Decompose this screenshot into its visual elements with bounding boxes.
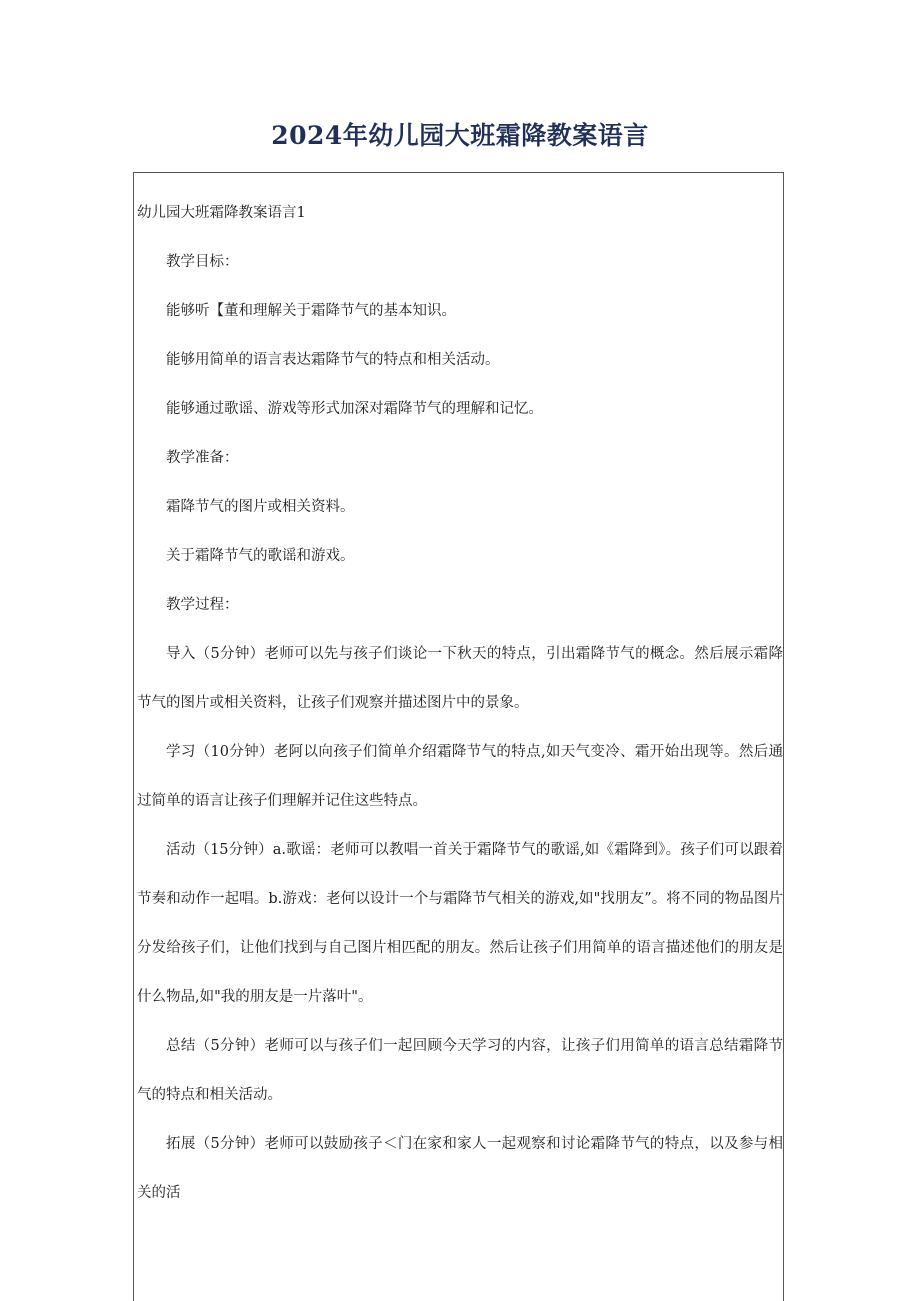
paragraph-objectives-label: 教学目标：: [166, 254, 239, 270]
paragraph-intro: 导入（5分钟）老师可以先与孩子们谈论一下秋天的特点，引出霜降节气的概念。然后展示霜降节气的图片或相关资料，让孩子们观察并描述图片中的景象。: [137, 646, 783, 711]
section-heading: 幼儿园大班霜降教案语言1: [137, 205, 306, 221]
document-title: 2024年幼儿园大班霜降教案语言: [271, 121, 649, 150]
paragraph-process-label: 教学过程：: [166, 597, 239, 613]
paragraph-objective-1: 能够听【董和理解关于霜降节气的基本知识。: [166, 303, 456, 319]
paragraph-objective-2: 能够用简单的语言表达霜降节气的特点和相关活动。: [166, 352, 500, 368]
paragraph-extension: 拓展（5分钟）老师可以鼓励孩子＜门在家和家人一起观察和讨论霜降节气的特点，以及参与相关的活: [137, 1136, 783, 1201]
paragraph-preparation-1: 霜降节气的图片或相关资料。: [166, 499, 355, 515]
content-frame: [133, 172, 784, 1301]
paragraph-preparation-2: 关于霜降节气的歌谣和游戏。: [166, 548, 355, 564]
paragraph-learning: 学习（10分钟）老阿以向孩子们简单介绍霜降节气的特点,如天气变冷、霜开始出现等。然后通过简单的语言让孩子们理解并记住这些特点。: [137, 744, 783, 809]
paragraph-summary: 总结（5分钟）老师可以与孩子们一起回顾今天学习的内容，让孩子们用简单的语言总结霜降节气的特点和相关活动。: [137, 1038, 783, 1103]
paragraph-preparation-label: 教学准备：: [166, 450, 239, 466]
paragraph-activity: 活动（15分钟）a.歌谣：老师可以教唱一首关于霜降节气的歌谣,如《霜降到》。孩子们可以跟着节奏和动作一起唱。b.游戏：老何以设计一个与霜降节气相关的游戏,如"找朋友”。将不同的物品图片分发给孩子们，让他们找到与自己图片相匹配的朋友。然后让孩子们用简单的语言描述他们的朋友是什么物品,如"我的朋友是一片落叶"。: [137, 842, 783, 1005]
paragraph-objective-3: 能够通过歌谣、游戏等形式加深对霜降节气的理解和记忆。: [166, 401, 543, 417]
